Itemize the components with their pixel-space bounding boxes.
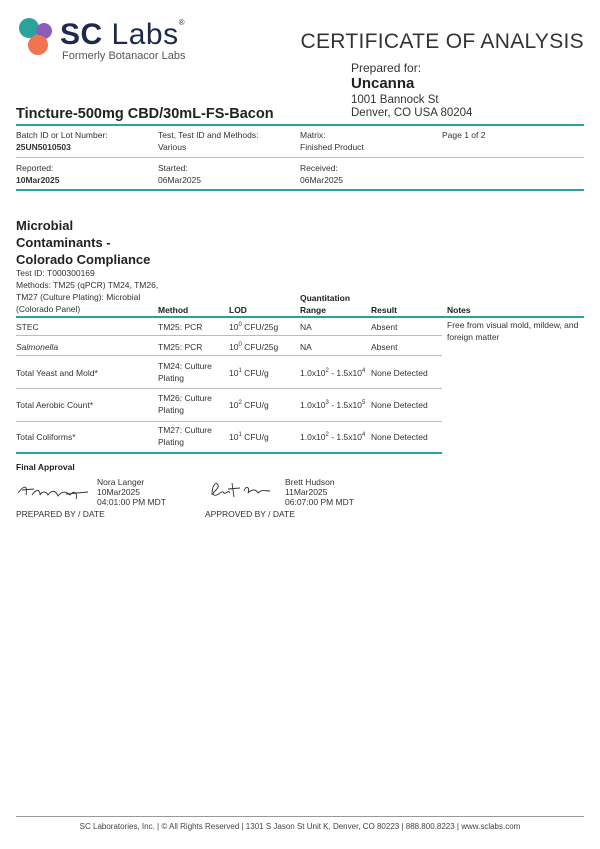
range: NA	[300, 322, 312, 332]
header-method: Method	[158, 305, 189, 315]
page-number: Page 1 of 2	[442, 130, 486, 140]
prepared-for-label: Prepared for:	[351, 61, 422, 75]
header-divider	[16, 124, 584, 126]
approver-time: 06:07:00 PM MDT	[285, 497, 354, 507]
batch-value: 25UN5010503	[16, 142, 71, 152]
info-divider	[16, 157, 584, 158]
analyte: Total Coliforms*	[16, 432, 76, 442]
section-title: Microbial Contaminants - Colorado Compliance	[16, 218, 151, 267]
analyte: Salmonella	[16, 342, 59, 352]
started-label: Started:	[158, 163, 188, 173]
table-header-divider	[16, 316, 584, 318]
reported-value: 10Mar2025	[16, 175, 60, 185]
received-label: Received:	[300, 163, 338, 173]
client-address-line2: Denver, CO USA 80204	[351, 107, 473, 119]
range: NA	[300, 342, 312, 352]
product-name: Tincture-500mg CBD/30mL-FS-Bacon	[16, 106, 274, 122]
matrix-label: Matrix:	[300, 130, 326, 140]
methods-line2: TM27 (Culture Plating): Microbial	[16, 292, 141, 302]
header-quant-1: Quantitation	[300, 293, 351, 303]
range: $1.0x10^2 - 1.5x10^4$	[300, 432, 366, 442]
header-result: Result	[371, 305, 397, 315]
header-notes: Notes	[447, 305, 471, 315]
preparer-date: 10Mar2025	[97, 487, 141, 497]
test-value: Various	[158, 142, 187, 152]
logo	[16, 16, 56, 56]
logo-tagline: Formerly Botanacor Labs	[62, 50, 186, 62]
header-quant-2: Range	[300, 305, 326, 315]
logo-wordmark: SC Labs®	[60, 18, 185, 51]
footer-text: SC Laboratories, Inc. | © All Rights Reserved | 1301 S Jason St Unit K, Denver, CO 80223 | 888.800.8223 | www.sclabs.com	[79, 822, 521, 831]
method: TM25: PCR	[158, 342, 203, 352]
started-value: 06Mar2025	[158, 175, 202, 185]
result: None Detected	[371, 432, 428, 442]
row-divider	[16, 421, 442, 422]
analyte: Total Yeast and Mold*	[16, 368, 98, 378]
analyte: STEC	[16, 322, 39, 332]
lod: $10^2$ CFU/g	[229, 400, 269, 410]
lod: $10^0$ CFU/25g	[229, 322, 279, 332]
result: None Detected	[371, 368, 428, 378]
row-divider	[16, 355, 442, 356]
prepared-by-label: PREPARED BY / DATE	[16, 509, 105, 519]
header-lod: LOD	[229, 305, 247, 315]
analyte: Total Aerobic Count*	[16, 400, 94, 410]
method: TM26: Culture Plating	[158, 393, 212, 415]
lod: $10^1$ CFU/g	[229, 432, 269, 442]
method: TM24: Culture Plating	[158, 361, 212, 383]
result: None Detected	[371, 400, 428, 410]
client-address-line1: 1001 Bannock St	[351, 94, 439, 106]
footer-divider	[16, 816, 584, 817]
approver-signature	[206, 479, 276, 503]
row-divider	[16, 335, 442, 336]
lod: $10^1$ CFU/g	[229, 368, 269, 378]
final-approval-title: Final Approval	[16, 462, 75, 472]
preparer-signature	[16, 481, 90, 503]
notes-text: Free from visual mold, mildew, and foreign matter	[447, 320, 579, 342]
received-value: 06Mar2025	[300, 175, 344, 185]
logo-mark-icon	[16, 16, 56, 56]
preparer-name: Nora Langer	[97, 477, 145, 487]
test-label: Test, Test ID and Methods:	[158, 130, 259, 140]
approver-name: Brett Hudson	[285, 477, 335, 487]
table-bottom-divider	[16, 452, 442, 454]
result: Absent	[371, 342, 398, 352]
methods-line3: (Colorado Panel)	[16, 304, 81, 314]
document-title: CERTIFICATE OF ANALYSIS	[300, 30, 584, 53]
reported-label: Reported:	[16, 163, 54, 173]
test-id: Test ID: T000300169	[16, 268, 95, 278]
method: TM25: PCR	[158, 322, 203, 332]
lod: $10^0$ CFU/25g	[229, 342, 279, 352]
preparer-time: 04:01:00 PM MDT	[97, 497, 166, 507]
info-bottom-divider	[16, 189, 584, 191]
range: $1.0x10^3 - 1.5x10^5$	[300, 400, 366, 410]
row-divider	[16, 388, 442, 389]
result: Absent	[371, 322, 398, 332]
methods-line1: Methods: TM25 (qPCR) TM24, TM26,	[16, 280, 159, 290]
matrix-value: Finished Product	[300, 142, 364, 152]
client-name: Uncanna	[351, 75, 415, 92]
range: $1.0x10^2 - 1.5x10^4$	[300, 368, 366, 378]
method: TM27: Culture Plating	[158, 425, 212, 447]
approver-date: 11Mar2025	[285, 487, 328, 497]
approved-by-label: APPROVED BY / DATE	[205, 509, 295, 519]
batch-label: Batch ID or Lot Number:	[16, 130, 108, 140]
